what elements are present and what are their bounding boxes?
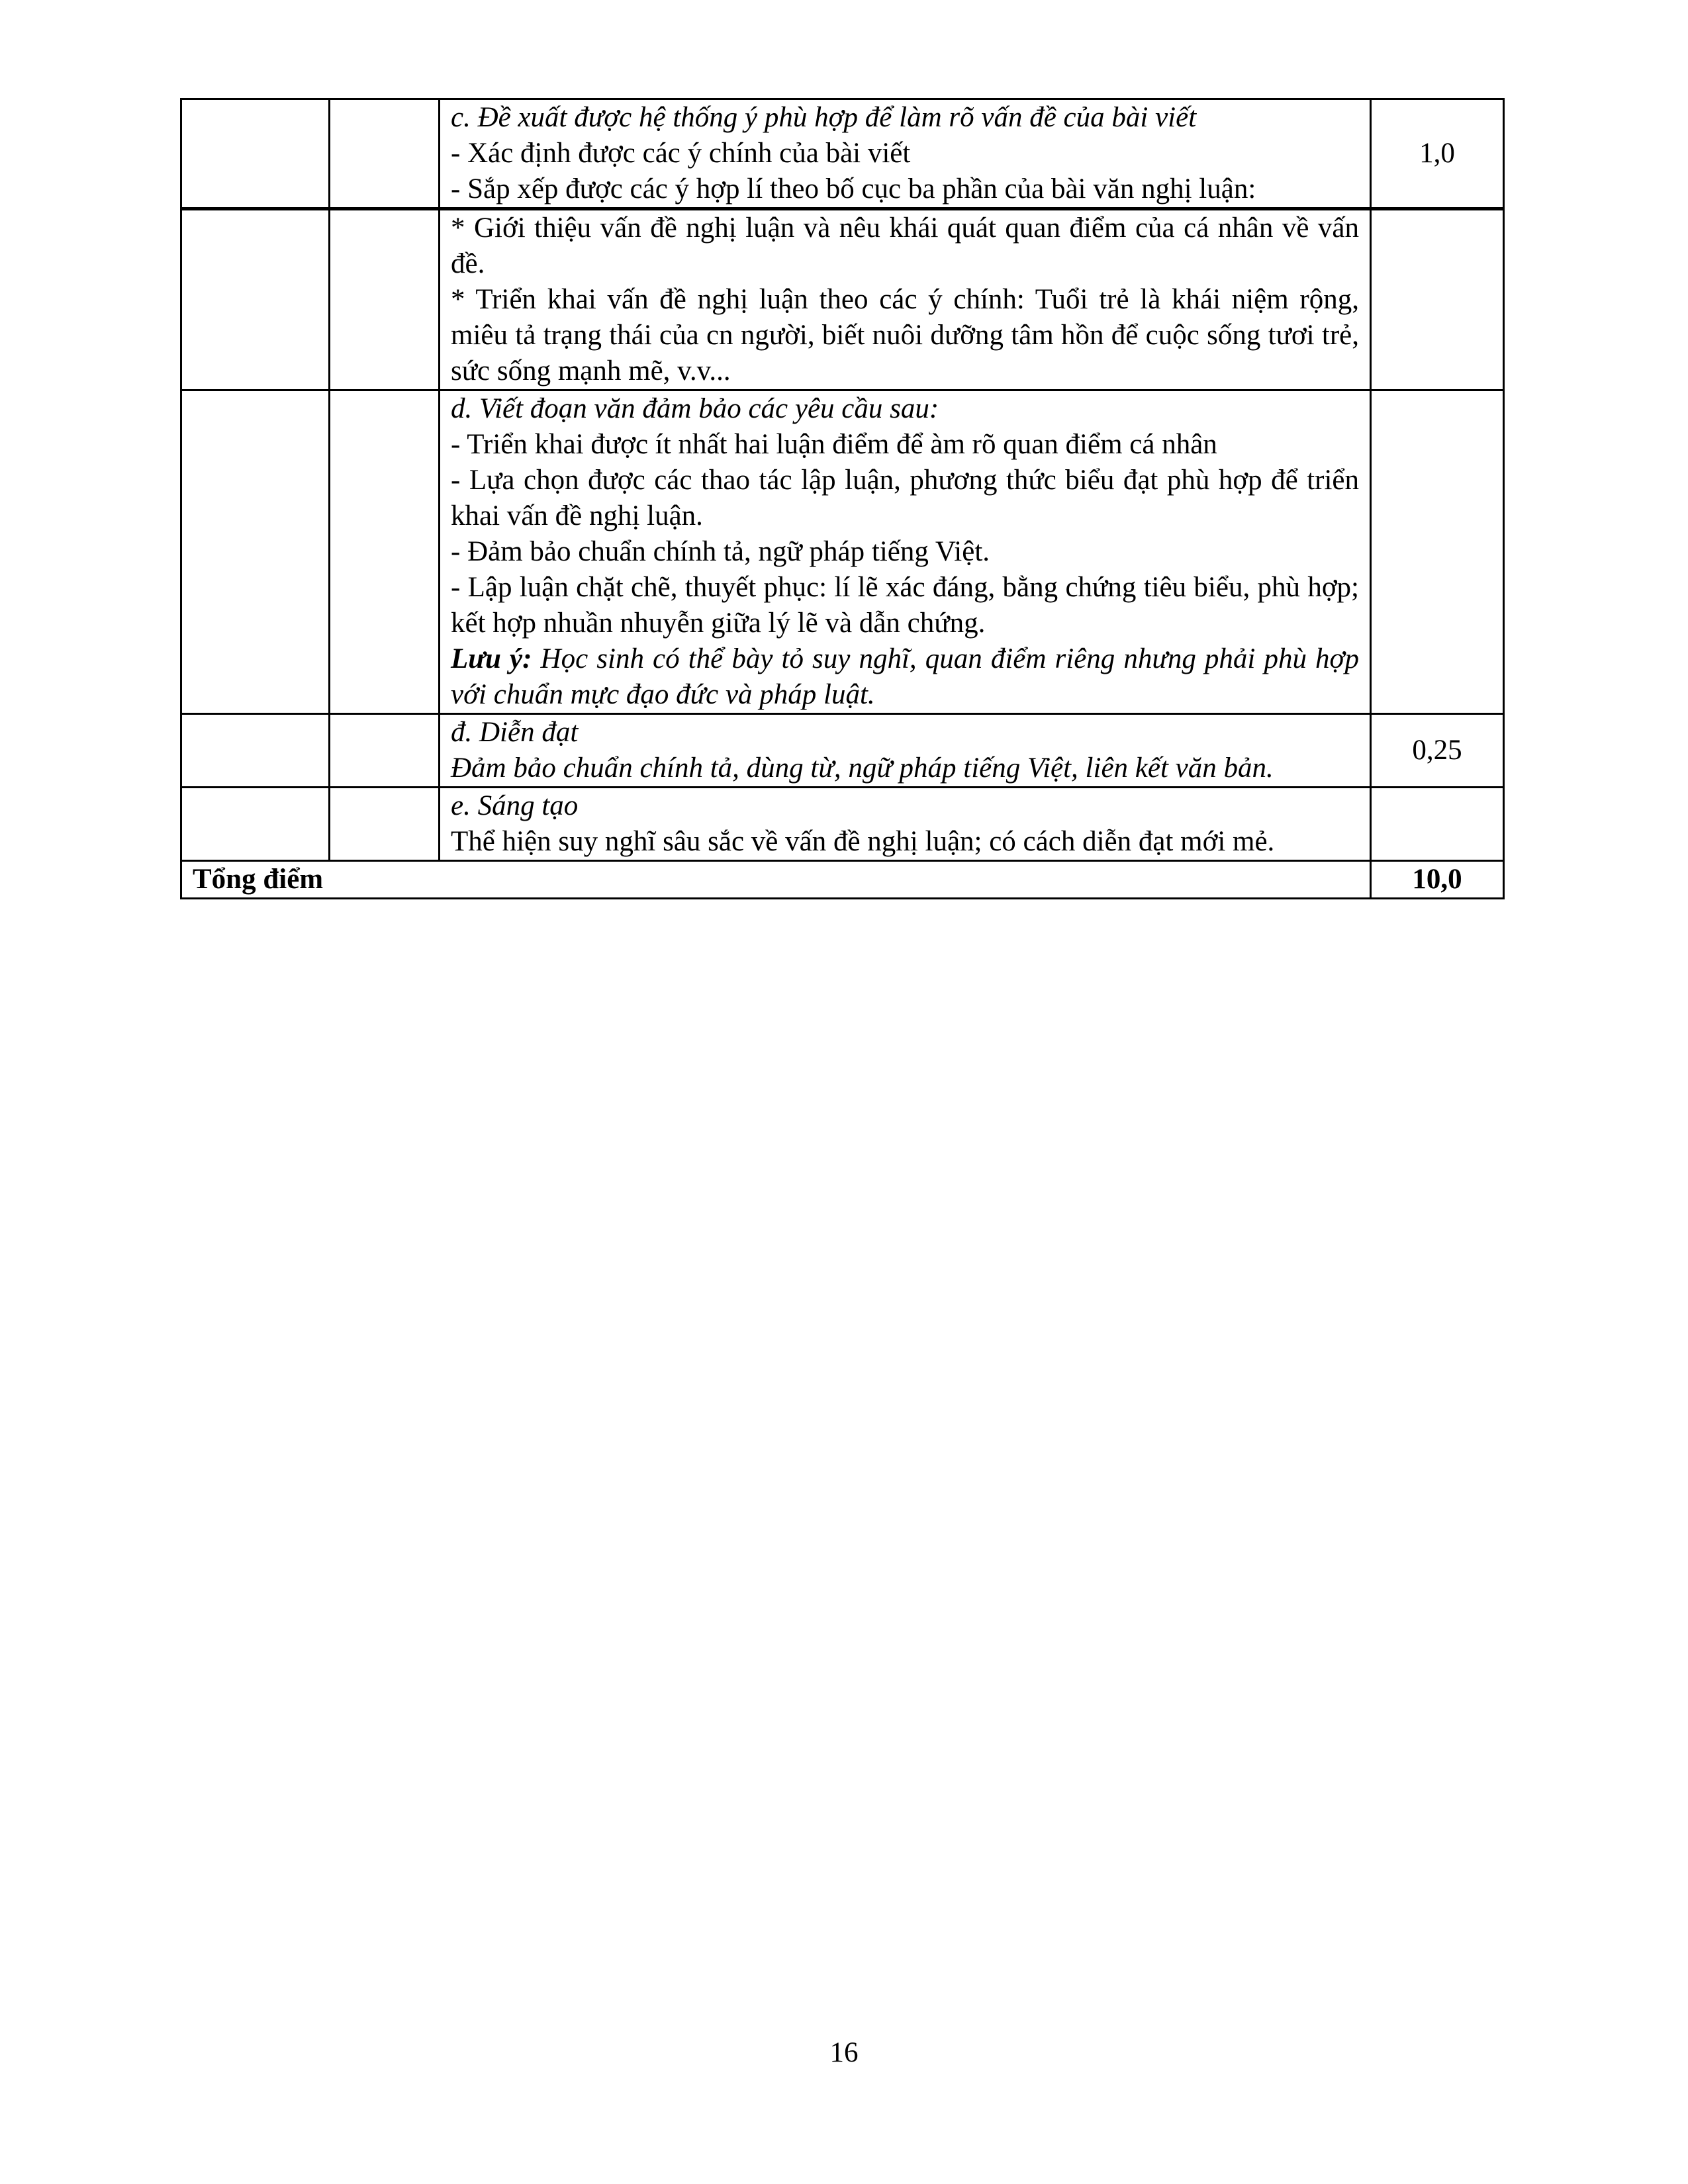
- criteria-heading: d. Viết đoạn văn đảm bảo các yêu cầu sau:: [451, 393, 939, 424]
- total-row: [181, 861, 1504, 899]
- note: [451, 641, 1359, 713]
- score-cell: 0,25: [1371, 714, 1504, 788]
- score-cell: [1371, 788, 1504, 861]
- criteria-cell: [440, 714, 1371, 788]
- score-cell: [1371, 209, 1504, 390]
- criteria-heading: e. Sáng tạo: [451, 790, 579, 821]
- criteria-cell: [440, 209, 1371, 390]
- criteria-heading: c. Đề xuất được hệ thống ý phù hợp để làm rõ vấn đề của bài viết: [451, 102, 1197, 133]
- question-cell: [330, 209, 440, 390]
- question-cell: [330, 99, 440, 209]
- table-row: [181, 390, 1504, 714]
- criteria-line: Đảm bảo chuẩn chính tả, dùng từ, ngữ pháp tiếng Việt, liên kết văn bản.: [451, 752, 1274, 784]
- note-text: Học sinh có thể bày tỏ suy nghĩ, quan điểm riêng nhưng phải phù hợp với chuẩn mực đạo đức và pháp luật.: [451, 643, 1360, 710]
- page-number: 16: [829, 2037, 859, 2068]
- criteria-cell: [440, 99, 1371, 209]
- section-cell: [181, 209, 330, 390]
- criteria-cell: [440, 788, 1371, 861]
- total-score: 10,0: [1371, 861, 1504, 899]
- section-cell: [181, 714, 330, 788]
- criteria-line: * Triển khai vấn đề nghị luận theo các ý chính: Tuổi trẻ là khái niệm rộng, miêu tả trạng thái của cn người, biết nuôi dưỡng tâm hồn để cuộc sống tươi trẻ, sức sống mạnh mẽ, v.v...: [451, 284, 1359, 387]
- score-cell: 1,0: [1371, 99, 1504, 209]
- table-row: [181, 99, 1504, 209]
- table-row: [181, 714, 1504, 788]
- criteria-heading: đ. Diễn đạt: [451, 717, 579, 748]
- section-cell: [181, 99, 330, 209]
- criteria-line: * Giới thiệu vấn đề nghị luận và nêu khái quát quan điểm của cá nhân về vấn đề.: [451, 212, 1359, 279]
- question-cell: [330, 390, 440, 714]
- section-cell: [181, 390, 330, 714]
- note-label: Lưu ý:: [451, 643, 532, 674]
- criteria-line: - Xác định được các ý chính của bài viết: [451, 138, 911, 169]
- criteria-line: - Sắp xếp được các ý hợp lí theo bố cục ba phần của bài văn nghị luận:: [451, 173, 1256, 205]
- score-cell: [1371, 390, 1504, 714]
- total-label: Tổng điểm: [181, 861, 1371, 899]
- criteria-line: - Đảm bảo chuẩn chính tả, ngữ pháp tiếng Việt.: [451, 536, 990, 567]
- question-cell: [330, 714, 440, 788]
- criteria-line: - Lựa chọn được các thao tác lập luận, phương thức biểu đạt phù hợp để triển khai vấn đề nghị luận.: [451, 465, 1359, 531]
- criteria-line: - Lập luận chặt chẽ, thuyết phục: lí lẽ xác đáng, bằng chứng tiêu biểu, phù hợp; kết hợp nhuần nhuyễn giữa lý lẽ và dẫn chứng.: [451, 572, 1359, 639]
- criteria-line: Thể hiện suy nghĩ sâu sắc về vấn đề nghị luận; có cách diễn đạt mới mẻ.: [451, 826, 1275, 857]
- section-cell: [181, 788, 330, 861]
- criteria-cell: [440, 390, 1371, 714]
- scoring-table: [180, 98, 1505, 899]
- table-row: [181, 209, 1504, 390]
- question-cell: [330, 788, 440, 861]
- table-row: [181, 788, 1504, 861]
- criteria-line: - Triển khai được ít nhất hai luận điểm để àm rõ quan điểm cá nhân: [451, 429, 1217, 460]
